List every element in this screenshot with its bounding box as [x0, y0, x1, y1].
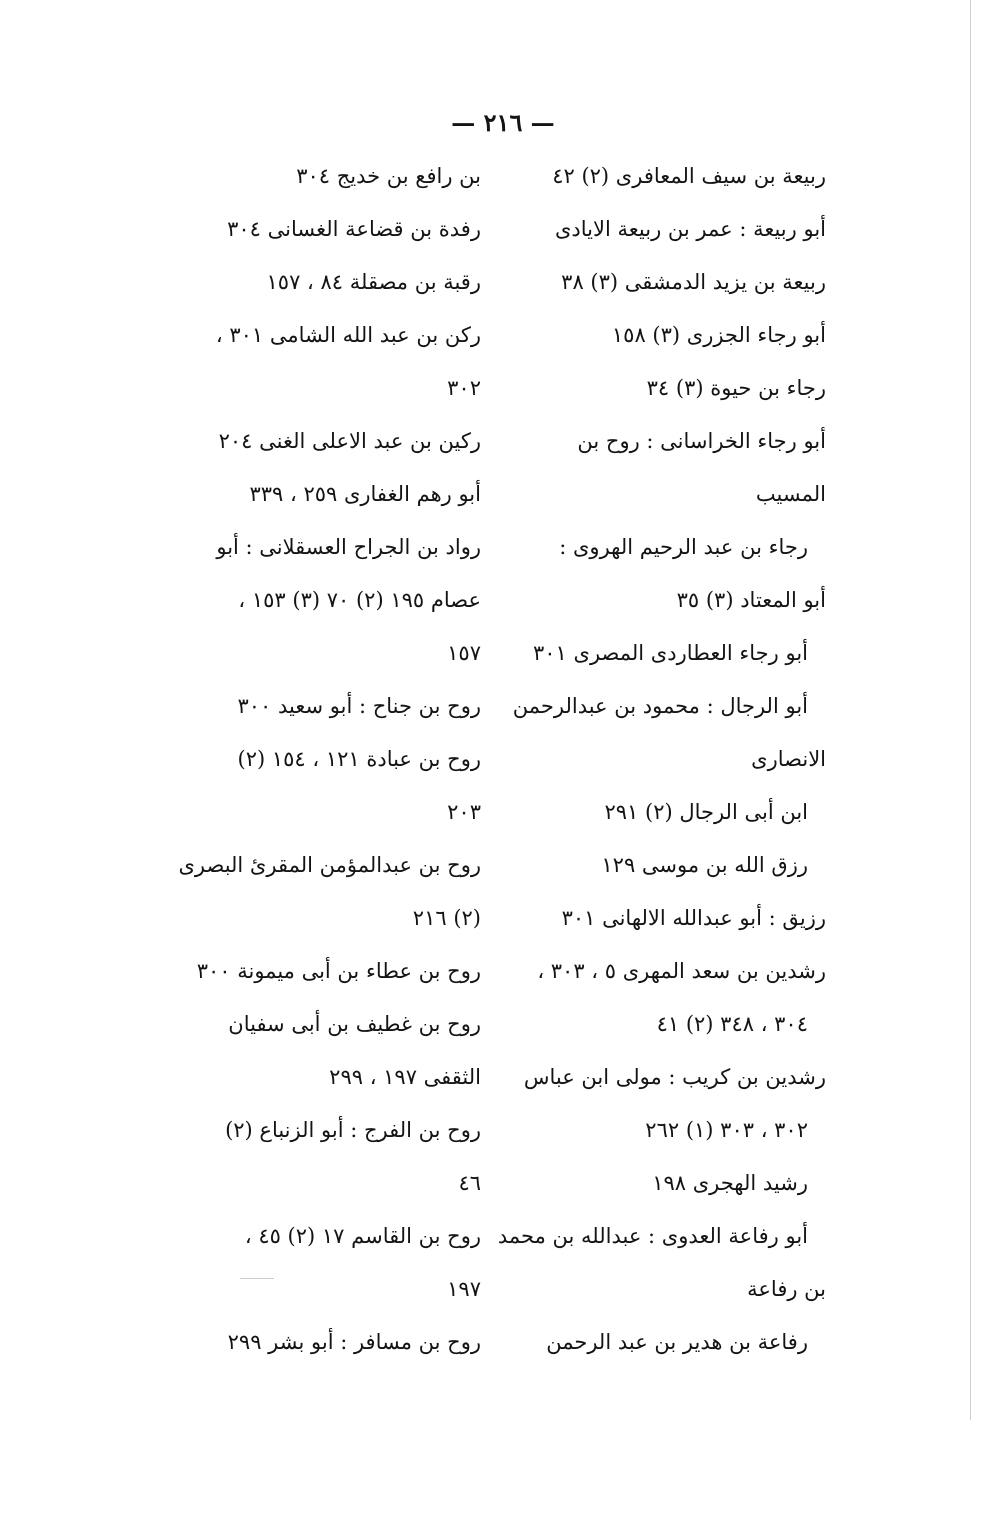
- index-entry: أبو رجاء العطاردى المصرى ٣٠١: [533, 641, 808, 665]
- index-entry-continuation: ١٥٧: [447, 641, 481, 665]
- index-entry: أبو رهم الغفارى ٢٥٩ ، ٣٣٩: [249, 482, 481, 506]
- index-entry: بن رافع بن خديج ٣٠٤: [296, 164, 481, 188]
- index-entry: روح بن مسافر : أبو بشر ٢٩٩: [227, 1330, 481, 1354]
- index-entry: روح بن عطاء بن أبى ميمونة ٣٠٠: [196, 959, 481, 983]
- index-entry-continuation: الانصارى: [751, 747, 826, 771]
- index-entry: روح بن عبادة ١٢١ ، ١٥٤ (٢): [237, 747, 481, 771]
- index-entry: ربيعة بن يزيد الدمشقى (٣) ٣٨: [561, 270, 826, 294]
- index-entry: أبو الرجال : محمود بن عبدالرحمن: [512, 694, 808, 718]
- index-entry-continuation: الثقفى ١٩٧ ، ٢٩٩: [329, 1065, 481, 1089]
- index-entry: أبو ربيعة : عمر بن ربيعة الايادى: [554, 217, 826, 241]
- index-entry-continuation: المسيب: [755, 482, 826, 506]
- index-entry: رجاء بن حيوة (٣) ٣٤: [646, 376, 826, 400]
- index-entry: روح بن القاسم ١٧ (٢) ٤٥ ،: [244, 1224, 481, 1248]
- index-entry: رفدة بن قضاعة الغسانى ٣٠٤: [227, 217, 481, 241]
- index-entry-continuation: بن رفاعة: [747, 1277, 826, 1301]
- page-number: — ٢١٦ —: [451, 108, 555, 137]
- index-entry: رقبة بن مصقلة ٨٤ ، ١٥٧: [266, 270, 481, 294]
- index-entry: رزيق : أبو عبدالله الالهانى ٣٠١: [561, 906, 826, 930]
- index-entry: رجاء بن عبد الرحيم الهروى :: [559, 535, 808, 559]
- scan-mark: [240, 1278, 274, 1279]
- index-entry: أبو رجاء الخراسانى : روح بن: [577, 429, 826, 453]
- index-entry: رشدين بن سعد المهرى ٥ ، ٣٠٣ ،: [537, 959, 826, 983]
- index-entry-continuation: ٤٦: [458, 1171, 481, 1195]
- index-entry-continuation: عصام ١٩٥ (٢) ٧٠ (٣) ١٥٣ ،: [238, 588, 481, 612]
- index-entry-continuation: ٣٠٤ ، ٣٤٨ (٢) ٤١: [656, 1012, 808, 1036]
- index-entry: روح بن غطيف بن أبى سفيان: [228, 1012, 481, 1036]
- index-entry: رشيد الهجرى ١٩٨: [652, 1171, 808, 1195]
- index-entry-continuation: ٢٠٣: [447, 800, 481, 824]
- index-entry-continuation: أبو المعتاد (٣) ٣٥: [676, 588, 826, 612]
- index-entry: أبو رجاء الجزرى (٣) ١٥٨: [611, 323, 826, 347]
- index-entry: أبو رفاعة العدوى : عبدالله بن محمد: [497, 1224, 808, 1248]
- index-entry: رواد بن الجراح العسقلانى : أبو: [216, 535, 481, 559]
- index-entry: ربيعة بن سيف المعافرى (٢) ٤٢: [552, 164, 826, 188]
- index-entry: ابن أبى الرجال (٢) ٢٩١: [604, 800, 808, 824]
- left-column: [131, 150, 481, 1369]
- index-entry: ركن بن عبد الله الشامى ٣٠١ ،: [215, 323, 481, 347]
- index-entry: ركين بن عبد الاعلى الغنى ٢٠٤: [218, 429, 481, 453]
- page-edge-line: [970, 0, 971, 1420]
- index-entry-continuation: ٣٠٢: [447, 376, 481, 400]
- right-column: [496, 150, 826, 1369]
- index-entry-continuation: (٢) ٢١٦: [412, 906, 481, 930]
- index-entry: روح بن عبدالمؤمن المقرئ البصرى: [178, 853, 481, 877]
- index-entry: رزق الله بن موسى ١٢٩: [601, 853, 808, 877]
- index-entry: روح بن الفرج : أبو الزنباع (٢): [225, 1118, 481, 1142]
- index-entry-continuation: ٣٠٢ ، ٣٠٣ (١) ٢٦٢: [645, 1118, 808, 1142]
- index-entry-continuation: ١٩٧: [447, 1277, 481, 1301]
- index-entry: رشدين بن كريب : مولى ابن عباس: [523, 1065, 826, 1089]
- index-entry: روح بن جناح : أبو سعيد ٣٠٠: [237, 694, 481, 718]
- index-entry: رفاعة بن هدير بن عبد الرحمن: [546, 1330, 808, 1354]
